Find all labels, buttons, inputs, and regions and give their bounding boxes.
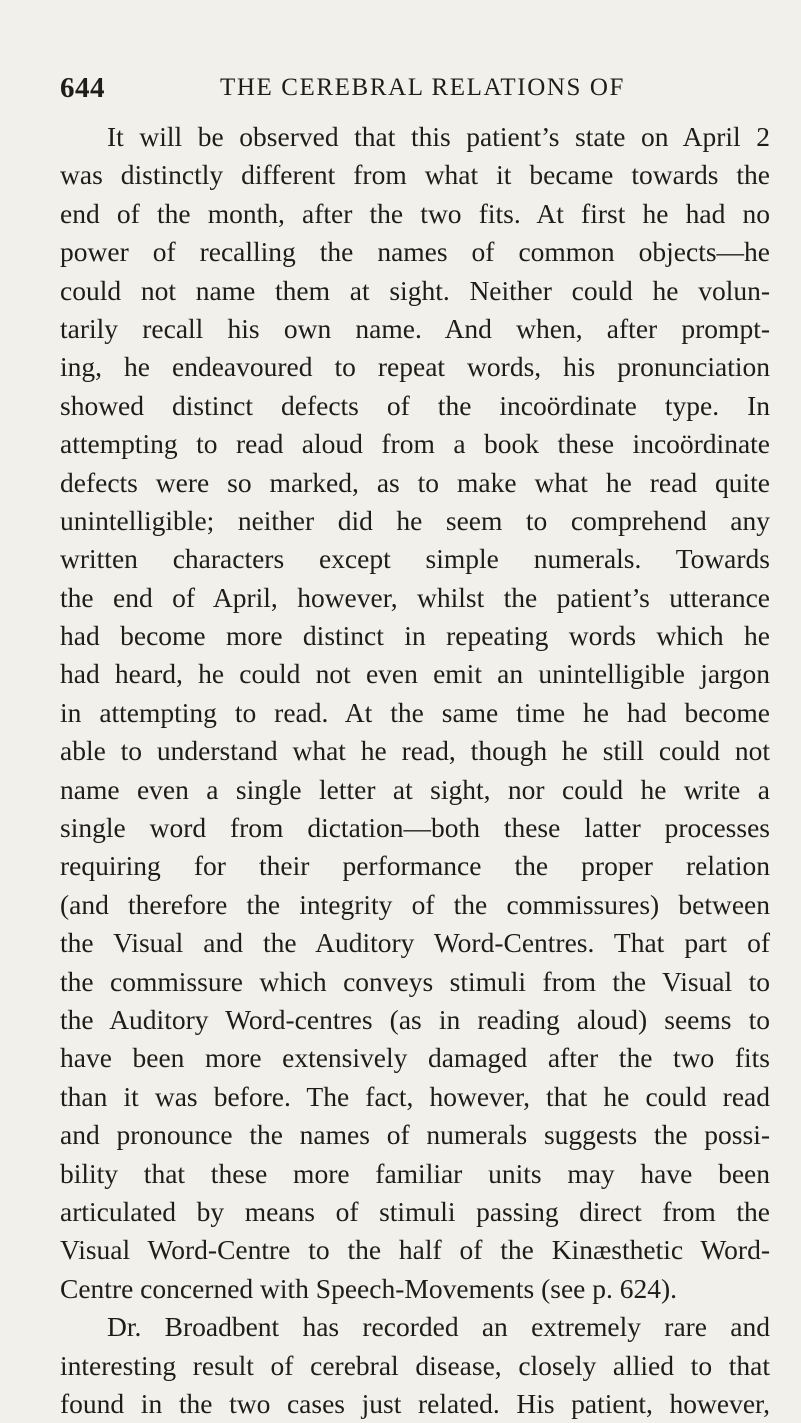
text-line: single word from dictation—both these latter processes: [60, 812, 770, 844]
text-line: had heard, he could not even emit an unintelligible jargon: [60, 658, 770, 690]
text-line: was distinctly different from what it became towards the: [60, 159, 770, 191]
text-line: the Auditory Word-centres (as in reading aloud) seems to: [60, 1003, 770, 1035]
body-text: [60, 118, 770, 1423]
text-line: attempting to read aloud from a book these incoördinate: [60, 428, 770, 460]
text-line: Dr. Broadbent has recorded an extremely rare and: [107, 1311, 770, 1343]
text-line: than it was before. The fact, however, that he could read: [60, 1080, 770, 1112]
text-line: found in the two cases just related. His patient, however,: [60, 1387, 770, 1419]
text-line: defects were so marked, as to make what he read quite: [60, 466, 770, 498]
text-line: the Visual and the Auditory Word-Centres. That part of: [60, 927, 770, 959]
text-line: the commissure which conveys stimuli from the Visual to: [60, 965, 770, 997]
text-line: have been more extensively damaged after the two fits: [60, 1042, 770, 1074]
text-line: in attempting to read. At the same time he had become: [60, 696, 770, 728]
text-line: end of the month, after the two fits. At first he had no: [60, 197, 770, 229]
text-line: the end of April, however, whilst the patient’s utterance: [60, 581, 770, 613]
text-line: (and therefore the integrity of the commissures) between: [60, 888, 770, 920]
text-line: It will be observed that this patient’s state on April 2: [107, 121, 770, 152]
text-line: unintelligible; neither did he seem to comprehend any: [60, 504, 770, 536]
text-line: Visual Word-Centre to the half of the Kinæsthetic Word-: [60, 1234, 770, 1266]
text-line: able to understand what he read, though he still could not: [60, 735, 770, 767]
text-line: Centre concerned with Speech-Movements (see p. 624).: [60, 1272, 678, 1304]
text-line: tarily recall his own name. And when, after prompt-: [60, 312, 770, 344]
page-header: [60, 72, 760, 108]
text-line: interesting result of cerebral disease, closely allied to that: [60, 1349, 770, 1381]
running-head: THE CEREBRAL RELATIONS OF: [220, 74, 626, 101]
text-line: name even a single letter at sight, nor could he write a: [60, 773, 770, 805]
text-line: and pronounce the names of numerals suggests the possi-: [60, 1119, 770, 1151]
page-number: 644: [60, 72, 105, 104]
text-line: showed distinct defects of the incoördinate type. In: [60, 389, 770, 421]
text-line: had become more distinct in repeating words which he: [60, 620, 770, 652]
text-line: requiring for their performance the proper relation: [60, 850, 770, 882]
text-line: written characters except simple numerals. Towards: [60, 543, 770, 575]
text-line: bility that these more familiar units may have been: [60, 1157, 770, 1189]
text-line: could not name them at sight. Neither could he volun-: [60, 274, 770, 306]
text-line: articulated by means of stimuli passing direct from the: [60, 1195, 770, 1227]
text-line: ing, he endeavoured to repeat words, his pronunciation: [60, 351, 770, 383]
text-line: power of recalling the names of common objects—he: [60, 236, 770, 268]
